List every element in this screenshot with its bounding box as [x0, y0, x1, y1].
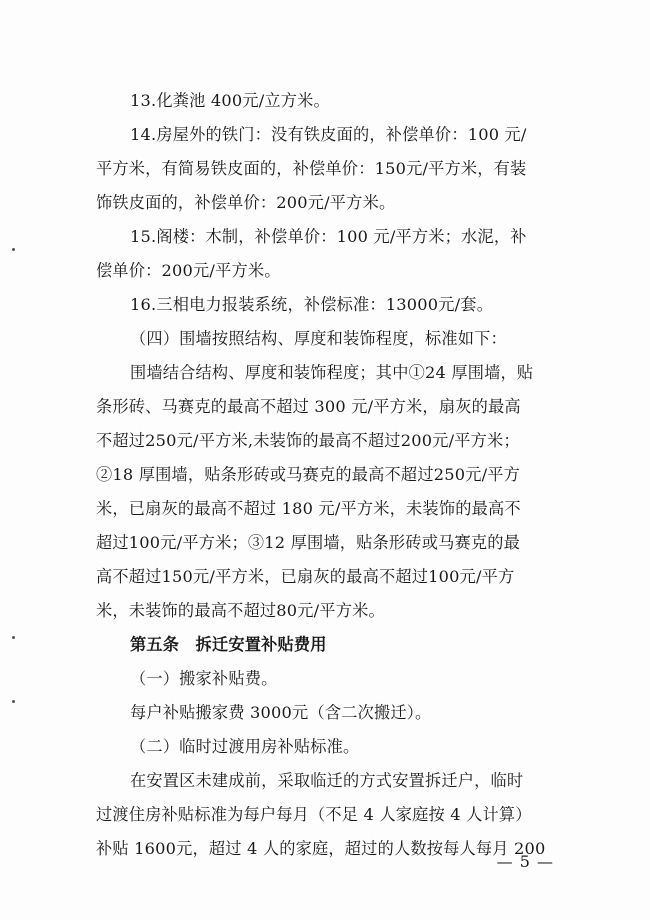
margin-dot	[12, 636, 15, 639]
text-line: 13.化粪池 400元/立方米。	[130, 91, 330, 110]
text-line: ②18 厚围墙，贴条形砖或马赛克的最高不超过250元/平方	[96, 465, 521, 484]
text-line: 在安置区未建成前，采取临迁的方式安置拆迁户，临时	[130, 771, 524, 790]
text-line: 饰铁皮面的，补偿单价：200元/平方米。	[96, 193, 396, 212]
text-line: 围墙结合结构、厚度和装饰程度；其中①24 厚围墙，贴	[130, 363, 534, 382]
text-line: 16.三相电力报装系统，补偿标准：13000元/套。	[130, 295, 494, 314]
text-line: 米，已扇灰的最高不超过 180 元/平方米，未装饰的最高不	[96, 499, 521, 518]
text-line: 高不超过150元/平方米，已扇灰的最高不超过100元/平方	[96, 567, 515, 586]
text-line: 过渡住房补贴标准为每户每月（不足 4 人家庭按 4 人计算）	[96, 805, 532, 824]
text-line: 15.阁楼：木制，补偿单价：100 元/平方米；水泥，补	[130, 227, 527, 246]
text-line: 偿单价：200元/平方米。	[96, 261, 281, 280]
document-body	[96, 84, 558, 866]
text-line: 平方米，有简易铁皮面的，补偿单价：150元/平方米，有装	[96, 159, 527, 178]
text-line: 米，未装饰的最高不超过80元/平方米。	[96, 601, 385, 620]
text-line: 补贴 1600元，超过 4 人的家庭，超过的人数按每人每月 200	[96, 839, 546, 858]
section-heading: （四）围墙按照结构、厚度和装饰程度，标准如下：	[130, 329, 507, 348]
margin-dot	[12, 248, 15, 251]
margin-dot	[12, 700, 15, 703]
text-line: 不超过250元/平方米,未装饰的最高不超过200元/平方米；	[96, 431, 520, 450]
text-line: 条形砖、马赛克的最高不超过 300 元/平方米，扇灰的最高	[96, 397, 521, 416]
page-number: — 5 —	[496, 852, 554, 871]
section-heading: （一）搬家补贴费。	[130, 669, 278, 688]
text-line: 超过100元/平方米；③12 厚围墙，贴条形砖或马赛克的最	[96, 533, 521, 552]
text-line: 14.房屋外的铁门：没有铁皮面的，补偿单价：100 元/	[130, 125, 527, 144]
section-heading: （二）临时过渡用房补贴标准。	[130, 737, 360, 756]
article-heading: 第五条 拆迁安置补贴费用	[130, 635, 327, 654]
text-line: 每户补贴搬家费 3000元（含二次搬迁）。	[130, 703, 432, 722]
